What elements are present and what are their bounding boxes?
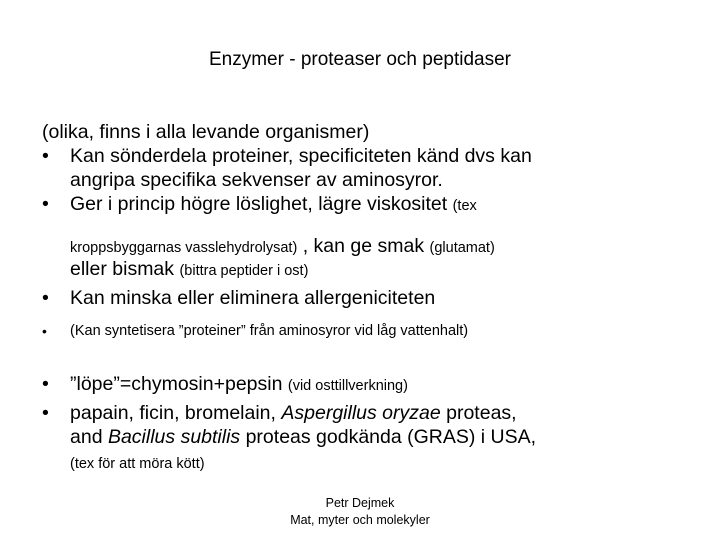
bullet-5-text: ”löpe”=chymosin+pepsin (70, 373, 288, 395)
bullet-5-line (70, 372, 408, 398)
bullet-marker: • (42, 402, 49, 424)
bullet-1-line-1: Kan sönderdela proteiner, specificiteten känd dvs kan (70, 145, 532, 167)
bullet-2-line-1 (70, 192, 477, 218)
bullet-marker: • (42, 193, 49, 215)
bullet-marker: • (42, 323, 47, 339)
bullet-6-line-1 (70, 401, 517, 425)
bullet-2-text: , kan ge smak (297, 235, 430, 257)
bullet-4-text: (Kan syntetisera ”proteiner” från aminosyror vid låg vattenhalt) (70, 323, 469, 339)
bullet-6-text: proteas godkända (GRAS) i USA, (240, 426, 537, 448)
bullet-marker: • (42, 373, 49, 395)
bullet-3-text: Kan minska eller eliminera allergeniciteten (70, 287, 436, 309)
bullet-6-text: proteas, (440, 402, 517, 424)
bullet-marker: • (42, 145, 49, 167)
bullet-2-small-text: (tex (452, 198, 477, 214)
bullet-1-line-2: angripa specifika sekvenser av aminosyror. (70, 169, 443, 191)
footer-subtitle: Mat, myter och molekyler (290, 513, 430, 527)
bullet-marker: • (42, 287, 49, 309)
bullet-6-italic-text: Aspergillus oryzae (281, 402, 441, 424)
bullet-2-line-3 (70, 257, 308, 283)
bullet-5-small-text: (vid osttillverkning) (287, 378, 408, 394)
bullet-6-line-2 (70, 425, 536, 449)
bullet-6-line-3: (tex för att möra kött) (70, 456, 205, 472)
slide-title: Enzymer - proteaser och peptidaser (208, 49, 512, 70)
bullet-2-small-text: (bittra peptider i ost) (179, 263, 309, 279)
bullet-6-text: papain, ficin, bromelain, (70, 402, 282, 424)
bullet-2-text: eller bismak (70, 258, 180, 280)
intro-text: (olika, finns i alla levande organismer) (42, 121, 370, 143)
bullet-6-italic-text: Bacillus subtilis (107, 426, 241, 448)
bullet-2-text: Ger i princip högre löslighet, lägre viskositet (70, 193, 453, 215)
bullet-2-small-text: (glutamat) (429, 240, 495, 256)
bullet-6-text: and (70, 426, 108, 448)
bullet-2-small-text: kroppsbyggarnas vasslehydrolysat) (70, 240, 298, 256)
footer-author: Petr Dejmek (325, 496, 395, 510)
